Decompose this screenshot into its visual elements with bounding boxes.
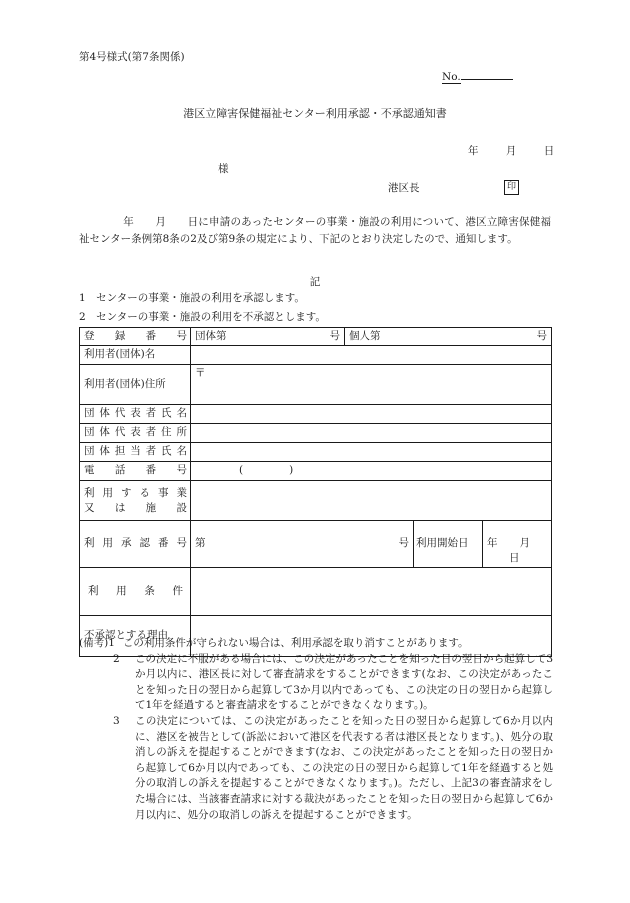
table-row (80, 405, 552, 424)
phone-label (80, 462, 191, 481)
label-char: 件 (172, 584, 183, 597)
remark-3-number: 3 (113, 714, 120, 727)
issuer-name: 港区長 (388, 182, 420, 194)
approval-number-label (80, 521, 191, 568)
remark-2-number: 2 (113, 652, 120, 665)
label-text: 利用者(団体)名 (84, 348, 156, 361)
label-char: 体 (99, 426, 110, 439)
remark-3-text: この決定については、この決定があったことを知った日の翌日から起算して6か月以内に、港区を被告として(訴訟において港区を代表する者は港区長となります。)、処分の取消しの訴えを提起することができます(なお、この決定があったことを知った日の翌日から起算して6か月以内であっても、この決定の日の翌日から起算して1年を経過すると処分の取消しの訴えを提起することができなくなります。)。ただし、上記3の審査請求をした場合には、当該審査請求に対する裁決があったことを知った日の翌日から起算して6か月以内に、処分の取消しの訴えを提起することができます。 (135, 714, 553, 821)
approval-number-suffix: 号 (398, 537, 409, 550)
label-char: は (114, 501, 126, 514)
rep-name-value[interactable] (191, 405, 552, 424)
label-char: す (121, 486, 132, 499)
start-month: 月 (519, 537, 530, 550)
label-char: 録 (114, 329, 126, 342)
label-char: 体 (99, 407, 110, 420)
label-char: 認 (139, 537, 150, 550)
label-text: 利用開始日 (416, 537, 469, 550)
label-char: 業 (176, 486, 187, 499)
document-number (442, 69, 513, 85)
user-name-value[interactable] (191, 346, 552, 365)
start-date-label (414, 521, 483, 568)
label-char: 施 (145, 501, 157, 514)
remark-2 (79, 652, 553, 714)
table-row (80, 365, 552, 405)
label-char: 所 (176, 426, 187, 439)
reg-number-label (80, 328, 191, 346)
label-char: る (139, 486, 150, 499)
label-char: 登 (84, 329, 95, 342)
label-char: 氏 (161, 407, 172, 420)
item-disapprove: 2 センターの事業・施設の利用を不承認とします。 (79, 311, 326, 323)
ki-heading: 記 (309, 276, 321, 288)
label-char: 設 (176, 501, 187, 514)
table-row (80, 443, 552, 462)
user-address-value[interactable] (191, 365, 552, 405)
conditions-value[interactable] (191, 567, 552, 615)
approval-number-prefix: 第 (195, 537, 206, 550)
label-char: 名 (176, 407, 187, 420)
table-row (80, 346, 552, 365)
issue-month: 月 (505, 145, 517, 157)
service-label (80, 481, 191, 521)
label-char: 利 (88, 584, 99, 597)
phone-value[interactable] (191, 462, 552, 481)
issue-year: 年 (468, 145, 479, 157)
label-char: 団 (84, 407, 95, 420)
label-char: 住 (161, 426, 172, 439)
group-number-prefix: 団体第 (195, 329, 227, 342)
label-char: 団 (84, 426, 95, 439)
label-char: 番 (145, 464, 157, 477)
label-char: 事 (158, 486, 169, 499)
postal-mark: 〒 (195, 367, 206, 379)
label-char: 代 (114, 407, 126, 420)
personal-number-prefix: 個人第 (349, 329, 381, 342)
issue-date (468, 144, 554, 159)
page-title: 港区立障害保健福祉センター利用承認・不承認通知書 (183, 107, 447, 120)
label-char: 団 (84, 445, 95, 458)
remark-1 (79, 636, 553, 652)
label-char: 話 (114, 464, 126, 477)
user-address-label (80, 365, 191, 405)
table-row (80, 567, 552, 615)
label-text: 不承認とする理由 (84, 629, 168, 642)
approval-number-value[interactable] (191, 521, 414, 568)
phone-paren-close: ) (289, 464, 294, 477)
label-char: 用 (116, 584, 127, 597)
seal-mark: 印 (504, 180, 519, 195)
label-char: 当 (130, 445, 141, 458)
phone-paren-open: ( (239, 464, 244, 477)
remark-3 (79, 714, 553, 823)
notice-body (79, 214, 551, 248)
label-char: 又 (84, 501, 95, 514)
table-row (80, 462, 552, 481)
label-char: 利 (84, 486, 95, 499)
addressee-honorific: 様 (218, 163, 229, 175)
conditions-label (80, 567, 191, 615)
issue-day: 日 (543, 145, 555, 157)
item-approve: 1 センターの事業・施設の利用を承認します。 (79, 292, 305, 304)
start-day: 日 (509, 552, 520, 565)
group-number-cell[interactable] (191, 328, 345, 346)
label-char: 名 (176, 445, 187, 458)
label-char: 号 (176, 537, 187, 550)
document-number-label: No. (442, 71, 461, 83)
user-name-label (80, 346, 191, 365)
start-date-value[interactable] (483, 521, 552, 568)
label-char: 氏 (161, 445, 172, 458)
remark-head: (備考)1 (79, 637, 115, 649)
label-char: 者 (145, 407, 157, 420)
label-char: 条 (144, 584, 155, 597)
contact-name-value[interactable] (191, 443, 552, 462)
table-row (80, 328, 552, 346)
rep-name-label (80, 405, 191, 424)
label-char: 用 (102, 486, 113, 499)
label-char: 表 (130, 407, 141, 420)
label-char: 担 (114, 445, 126, 458)
label-char: 者 (145, 445, 157, 458)
label-char: 用 (102, 537, 113, 550)
label-char: 表 (130, 426, 141, 439)
label-char: 体 (99, 445, 110, 458)
start-year: 年 (487, 537, 498, 550)
personal-number-cell[interactable] (345, 328, 552, 346)
contact-name-label (80, 443, 191, 462)
label-char: 利 (84, 537, 95, 550)
table-row (80, 481, 552, 521)
notice-body-text: 年 月 日に申請のあったセンターの事業・施設の利用について、港区立障害保健福祉センター条例第8条の2及び第9条の規定により、下記のとおり決定したので、通知します。 (79, 216, 551, 245)
table-row (80, 521, 552, 568)
label-char: 号 (176, 464, 187, 477)
service-value[interactable] (191, 481, 552, 521)
rep-address-value[interactable] (191, 424, 552, 443)
personal-number-suffix: 号 (536, 329, 547, 342)
group-number-suffix: 号 (329, 329, 340, 342)
document-number-blank (461, 69, 513, 80)
form-number: 第4号様式(第7条関係) (79, 51, 185, 63)
table-row (80, 424, 552, 443)
label-char: 承 (121, 537, 132, 550)
remark-1-text: この利用条件が守られない場合は、利用承認を取り消すことがあります。 (122, 637, 469, 649)
label-char: 番 (158, 537, 169, 550)
rep-address-label (80, 424, 191, 443)
label-char: 代 (114, 426, 126, 439)
remark-2-text: この決定に不服がある場合には、この決定があったことを知った日の翌日から起算して3か月以内に、港区長に対して審査請求をすることができます(なお、この決定があったことを知った日の翌日から起算して3か月以内であっても、この決定の日の翌日から起算して1年を経過すると審査請求をすることができなくなります。)。 (135, 652, 553, 712)
label-text: 利用者(団体)住所 (84, 377, 166, 390)
label-char: 者 (145, 426, 157, 439)
remarks (79, 636, 553, 823)
registration-table (79, 327, 552, 657)
label-char: 号 (176, 329, 187, 342)
label-char: 番 (145, 329, 157, 342)
label-char: 電 (84, 464, 95, 477)
